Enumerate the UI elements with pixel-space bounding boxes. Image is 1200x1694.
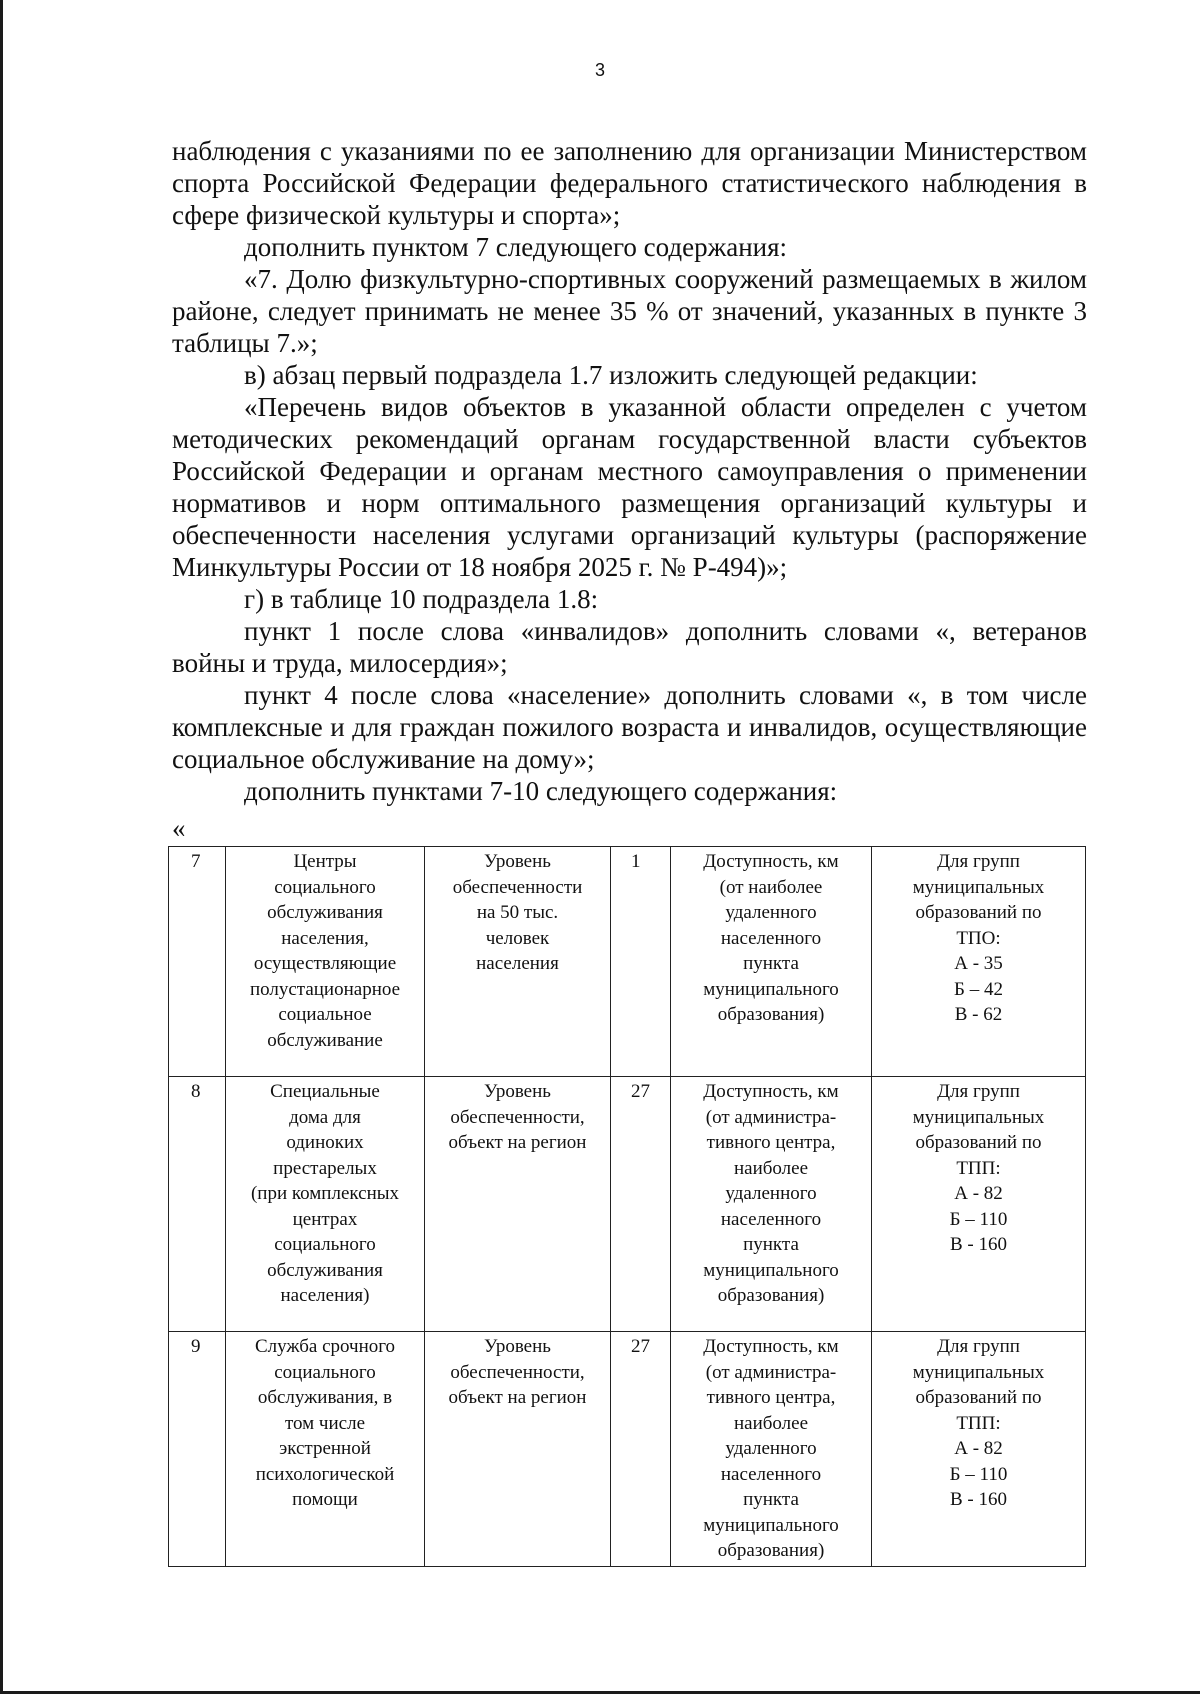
cell-line: образования) bbox=[717, 1285, 825, 1306]
cell-line: на 50 тыс. bbox=[476, 902, 559, 923]
paragraph-add-items-7-10: дополнить пунктами 7-10 следующего содержания: bbox=[244, 776, 838, 806]
cell-line: полустационарное bbox=[249, 978, 401, 1000]
cell-line: осуществляющие bbox=[253, 953, 397, 974]
cell-line: образований по bbox=[915, 1387, 1042, 1408]
quantity-cell: 1 bbox=[611, 847, 671, 1077]
cell-line: Уровень bbox=[484, 1336, 551, 1357]
cell-line: Доступность, км bbox=[703, 1081, 839, 1102]
cell-line: удаленного bbox=[725, 902, 817, 923]
opening-quote-mark: « bbox=[172, 813, 186, 843]
indicator-cell bbox=[425, 1332, 611, 1567]
row-number-cell: 7 bbox=[169, 847, 226, 1077]
table-row bbox=[169, 1077, 1086, 1332]
paragraph-add-item-7: дополнить пунктом 7 следующего содержания: bbox=[244, 232, 788, 262]
indicator-cell bbox=[425, 847, 611, 1077]
cell-line: том числе bbox=[284, 1412, 366, 1434]
cell-line: Специальные bbox=[270, 1081, 380, 1102]
cell-line: Для групп bbox=[937, 1336, 1020, 1357]
paragraph-item-7-text: «7. Долю физкультурно-спортивных сооружений размещаемых в жилом районе, следует принимать не менее 35 % от значений, указанных в пункте 3 таблицы 7.»; bbox=[172, 264, 1087, 358]
cell-line: Уровень bbox=[484, 851, 551, 872]
table-row bbox=[169, 847, 1086, 1077]
cell-line: одиноких bbox=[286, 1132, 364, 1153]
cell-line: обслуживания bbox=[267, 1259, 383, 1281]
quantity-cell: 27 bbox=[611, 1332, 671, 1567]
paragraph-item-4-amend: пункт 4 после слова «население» дополнить словами «, в том числе комплексные и для граждан пожилого возраста и инвалидов, осуществляющие социальное обслуживание на дому»; bbox=[172, 680, 1087, 774]
paragraph-item-1-amend: пункт 1 после слова «инвалидов» дополнить словами «, ветеранов войны и труда, милосердия»; bbox=[172, 616, 1087, 678]
cell-line: престарелых bbox=[273, 1157, 377, 1179]
cell-line: объект на регион bbox=[448, 1132, 587, 1153]
cell-line: В - 160 bbox=[950, 1234, 1007, 1255]
cell-line: Служба срочного bbox=[254, 1336, 396, 1357]
cell-line: обслуживание bbox=[267, 1029, 383, 1051]
cell-line: населения) bbox=[280, 1285, 370, 1306]
cell-line: муниципальных bbox=[912, 876, 1045, 898]
cell-line: А - 82 bbox=[954, 1183, 1003, 1204]
cell-line: ТПП: bbox=[956, 1157, 1001, 1179]
cell-line: дома для bbox=[289, 1106, 361, 1128]
cell-line: удаленного bbox=[725, 1183, 817, 1204]
cell-line: (от администра- bbox=[705, 1106, 837, 1128]
cell-line: образований по bbox=[915, 902, 1042, 923]
cell-line: населения, bbox=[281, 927, 369, 949]
cell-line: человек bbox=[485, 927, 550, 949]
cell-line: муниципальных bbox=[912, 1361, 1045, 1383]
cell-line: (при комплексных bbox=[250, 1183, 400, 1204]
cell-line: объект на регион bbox=[448, 1387, 587, 1408]
cell-line: Для групп bbox=[937, 851, 1020, 872]
cell-line: населения bbox=[476, 953, 559, 974]
cell-line: обслуживания bbox=[267, 902, 383, 923]
cell-line: наиболее bbox=[733, 1157, 809, 1179]
cell-line: социального bbox=[274, 1361, 376, 1383]
paragraph-list-of-objects: «Перечень видов объектов в указанной области определен с учетом методических рекомендаций органам государственной власти субъектов Российской Федерации и органам местного самоуправления о применении нормативов и норм оптимального размещения организаций культуры и обеспеченности населения услугами организаций культуры (распоряжение Минкультуры России от 18 ноября 2025 г. № Р-494)»; bbox=[172, 392, 1087, 582]
norms-table bbox=[168, 846, 1086, 1567]
indicator-cell bbox=[425, 1077, 611, 1332]
cell-line: образования) bbox=[717, 1004, 825, 1025]
accessibility-cell bbox=[671, 847, 872, 1077]
object-type-cell bbox=[226, 1332, 425, 1567]
row-number-cell: 8 bbox=[169, 1077, 226, 1332]
cell-line: муниципального bbox=[703, 978, 839, 1000]
cell-line: А - 82 bbox=[954, 1438, 1003, 1459]
row-number-cell: 9 bbox=[169, 1332, 226, 1567]
cell-line: Б – 42 bbox=[954, 978, 1003, 1000]
municipal-groups-cell bbox=[872, 847, 1086, 1077]
cell-line: социальное bbox=[278, 1004, 372, 1025]
cell-line: Уровень bbox=[484, 1081, 551, 1102]
document-body bbox=[172, 135, 1087, 807]
cell-line: Б – 110 bbox=[949, 1208, 1008, 1230]
cell-line: населенного bbox=[720, 1208, 822, 1230]
paragraph-subsection-1-7: в) абзац первый подраздела 1.7 изложить следующей редакции: bbox=[244, 360, 978, 390]
page-number: 3 bbox=[594, 60, 605, 80]
paragraph-table-10: г) в таблице 10 подраздела 1.8: bbox=[244, 584, 599, 614]
cell-line: обеспеченности, bbox=[450, 1361, 585, 1383]
cell-line: Доступность, км bbox=[703, 851, 839, 872]
cell-line: А - 35 bbox=[954, 953, 1003, 974]
cell-line: социального bbox=[274, 876, 376, 898]
municipal-groups-cell bbox=[872, 1332, 1086, 1567]
cell-line: В - 160 bbox=[950, 1489, 1007, 1510]
cell-line: Для групп bbox=[937, 1081, 1020, 1102]
cell-line: ТПП: bbox=[956, 1412, 1001, 1434]
cell-line: населенного bbox=[720, 927, 822, 949]
cell-line: обеспеченности, bbox=[450, 1106, 585, 1128]
cell-line: удаленного bbox=[725, 1438, 817, 1459]
cell-line: Доступность, км bbox=[703, 1336, 839, 1357]
cell-line: психологической bbox=[255, 1463, 395, 1485]
cell-line: пункта bbox=[743, 953, 799, 974]
accessibility-cell bbox=[671, 1077, 872, 1332]
cell-line: В - 62 bbox=[954, 1004, 1003, 1025]
municipal-groups-cell bbox=[872, 1077, 1086, 1332]
cell-line: ТПО: bbox=[956, 927, 1001, 949]
cell-line: пункта bbox=[743, 1489, 799, 1510]
cell-line: (от администра- bbox=[705, 1361, 837, 1383]
scan-edge-left bbox=[0, 0, 3, 1694]
accessibility-cell bbox=[671, 1332, 872, 1567]
cell-line: центрах bbox=[292, 1208, 358, 1230]
object-type-cell bbox=[226, 847, 425, 1077]
cell-line: социального bbox=[274, 1234, 376, 1255]
cell-line: образования) bbox=[717, 1540, 825, 1561]
cell-line: муниципальных bbox=[912, 1106, 1045, 1128]
cell-line: обслуживания, в bbox=[257, 1387, 393, 1408]
table-row bbox=[169, 1332, 1086, 1567]
cell-line: тивного центра, bbox=[706, 1132, 836, 1153]
cell-line: (от наиболее bbox=[719, 876, 823, 898]
object-type-cell bbox=[226, 1077, 425, 1332]
cell-line: Центры bbox=[293, 851, 357, 872]
cell-line: экстренной bbox=[279, 1438, 371, 1459]
cell-line: помощи bbox=[292, 1489, 358, 1510]
cell-line: муниципального bbox=[703, 1259, 839, 1281]
cell-line: муниципального bbox=[703, 1514, 839, 1536]
cell-line: населенного bbox=[720, 1463, 822, 1485]
cell-line: обеспеченности bbox=[452, 876, 583, 898]
cell-line: пункта bbox=[743, 1234, 799, 1255]
cell-line: Б – 110 bbox=[949, 1463, 1008, 1485]
cell-line: образований по bbox=[915, 1132, 1042, 1153]
quantity-cell: 27 bbox=[611, 1077, 671, 1332]
paragraph-continuation: наблюдения с указаниями по ее заполнению для организации Министерством спорта Российской Федерации федерального статистического наблюдения в сфере физической культуры и спорта»; bbox=[172, 136, 1087, 230]
cell-line: тивного центра, bbox=[706, 1387, 836, 1408]
cell-line: наиболее bbox=[733, 1412, 809, 1434]
